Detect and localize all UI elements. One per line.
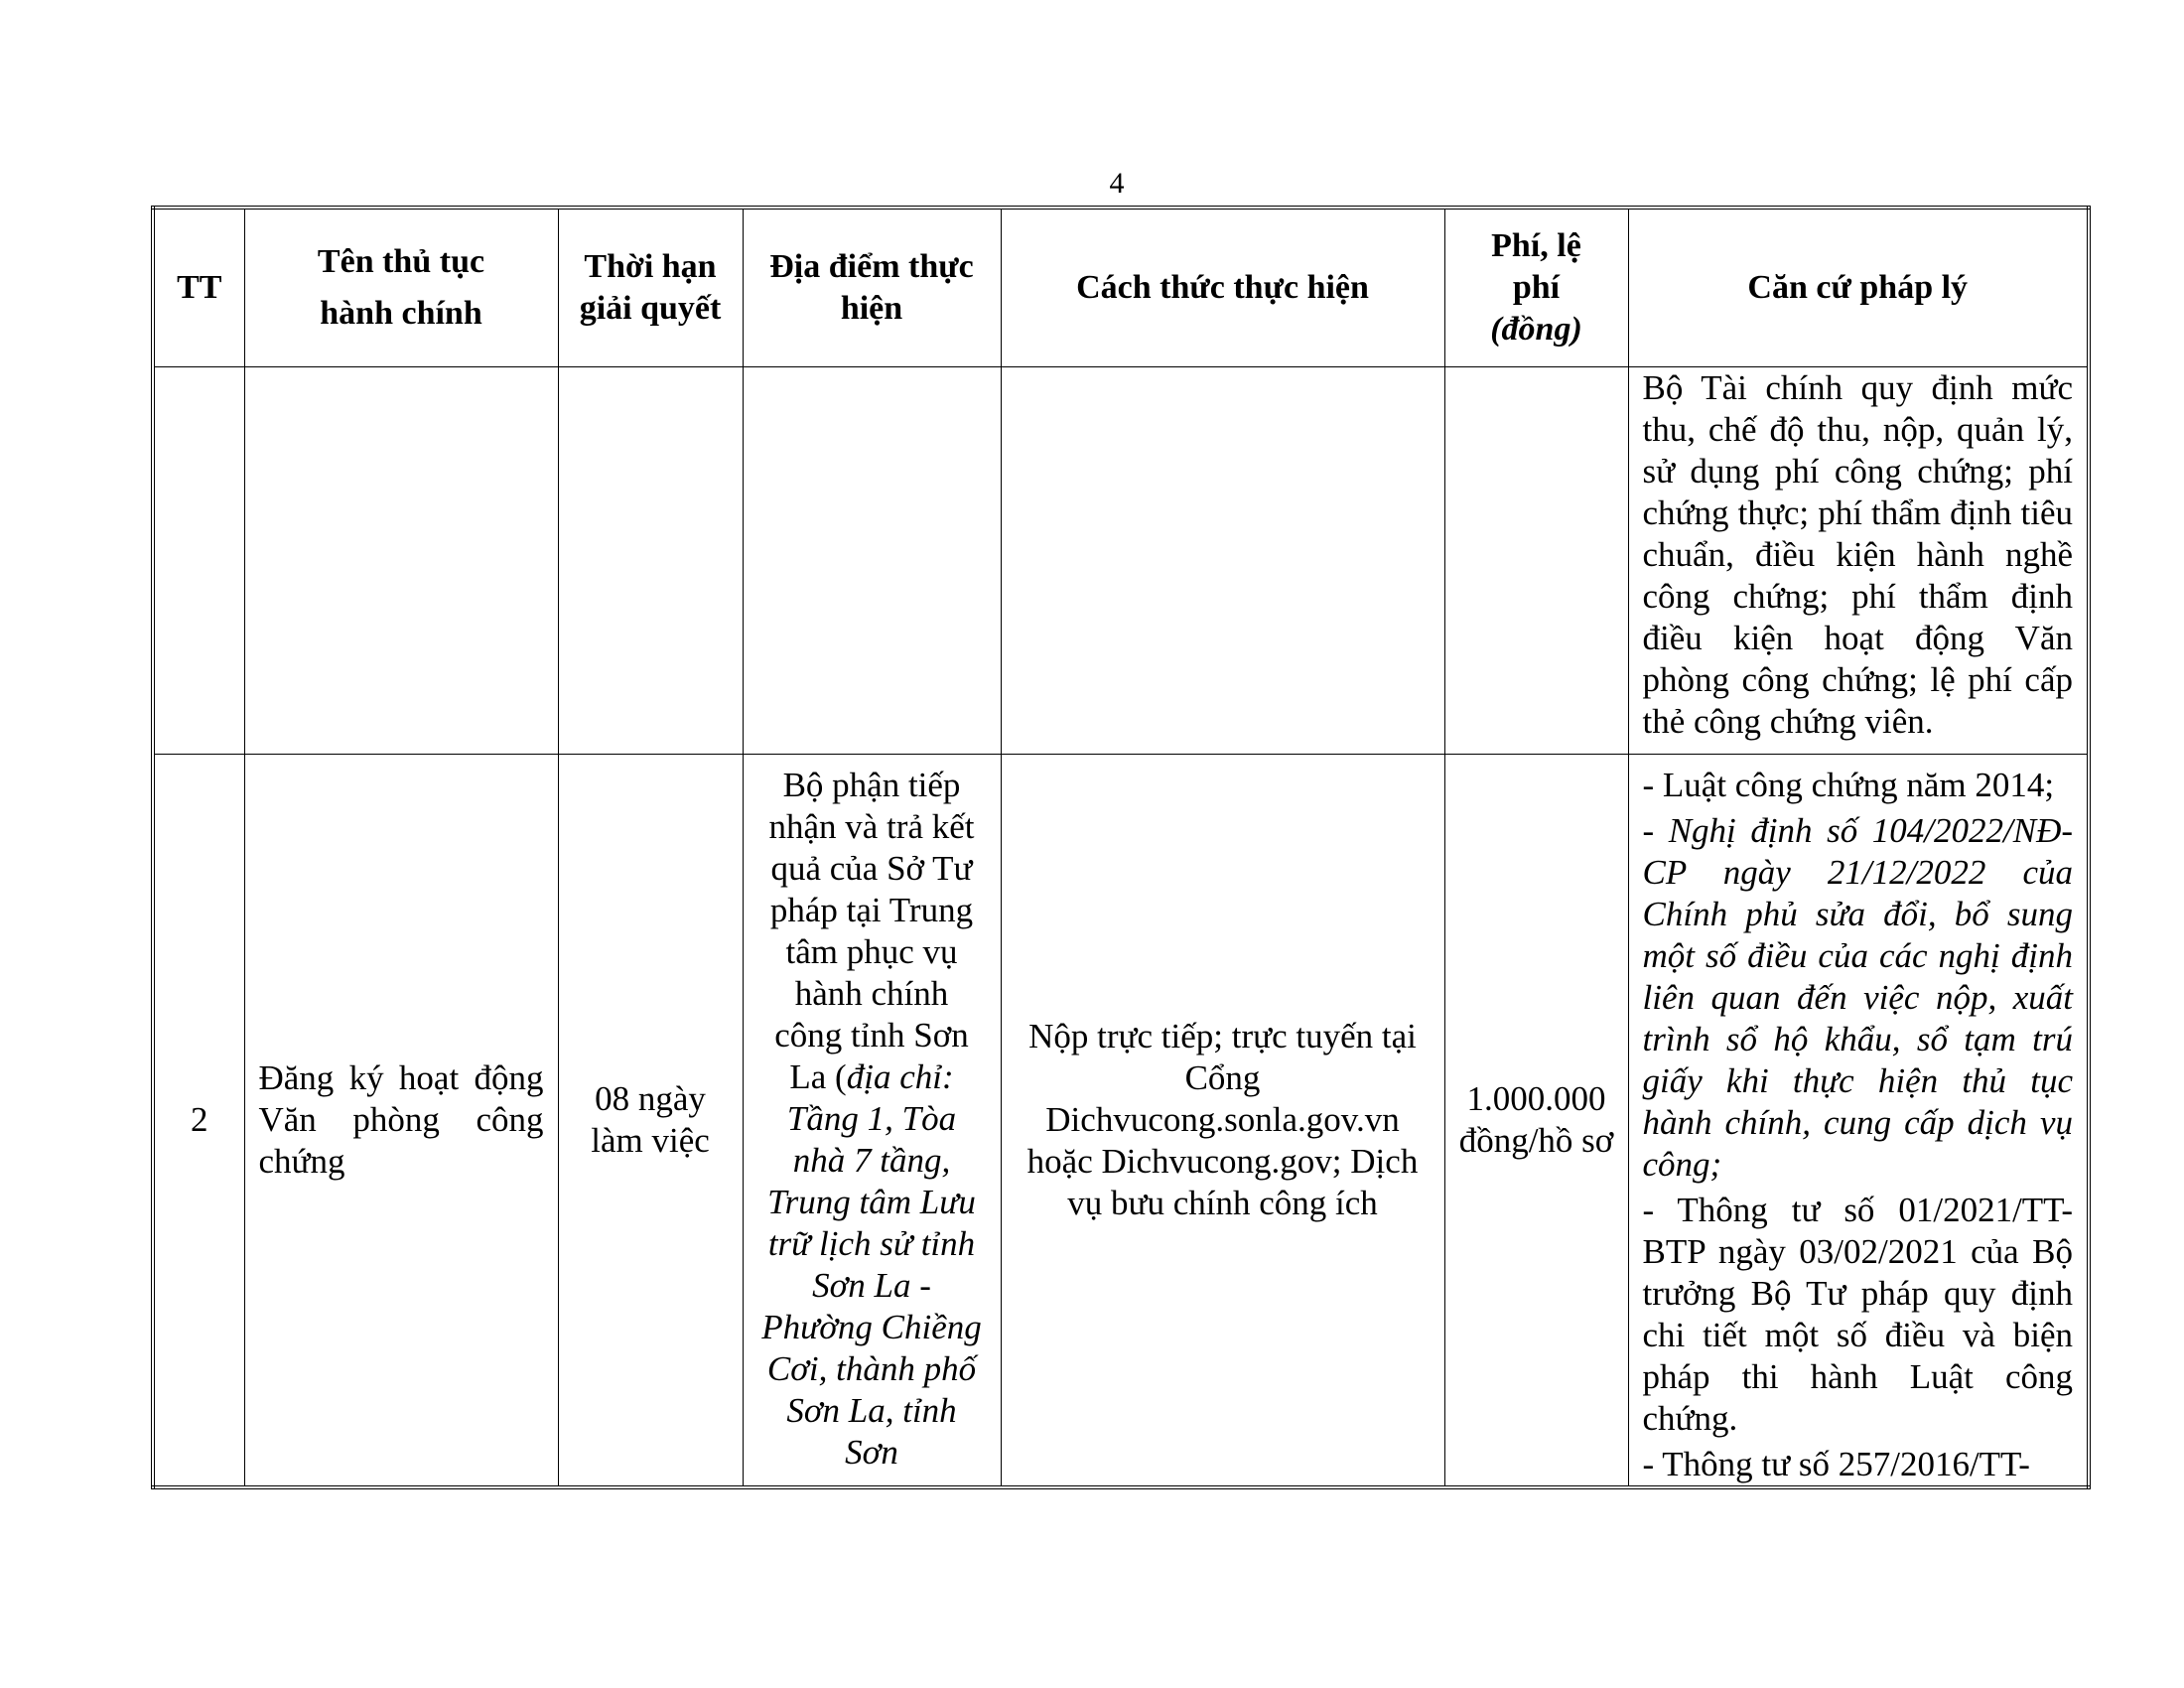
header-legal-basis: Căn cứ pháp lý bbox=[1628, 208, 2089, 366]
header-procedure-name bbox=[244, 208, 558, 366]
cell-location bbox=[743, 754, 1001, 1487]
procedure-table bbox=[151, 206, 2091, 1489]
header-procedure-name-line-1: Tên thủ tục bbox=[317, 242, 485, 280]
cell-method-empty bbox=[1001, 366, 1444, 754]
header-time-limit bbox=[558, 208, 743, 366]
legal-basis-item: - Thông tư số 01/2021/TT-BTP ngày 03/02/2021 của Bộ trưởng Bộ Tư pháp quy định chi tiết một số điều và biện pháp thi hành Luật công chứng. bbox=[1642, 1190, 2073, 1438]
header-fee-line-2: phí bbox=[1512, 268, 1561, 306]
page-number: 4 bbox=[1109, 167, 1125, 200]
header-tt: TT bbox=[153, 208, 244, 366]
header-method: Cách thức thực hiện bbox=[1001, 208, 1444, 366]
cell-legal-basis-continued: Bộ Tài chính quy định mức thu, chế độ thu, nộp, quản lý, sử dụng phí công chứng; phí chứng thực; phí thẩm định tiêu chuẩn, điều kiện hành nghề công chứng; phí thẩm định điều kiện hoạt động Văn phòng công chứng; lệ phí cấp thẻ công chứng viên. bbox=[1628, 366, 2089, 754]
header-fee-unit: (đồng) bbox=[1490, 310, 1582, 348]
cell-legal-basis bbox=[1628, 754, 2089, 1487]
header-location bbox=[743, 208, 1001, 366]
table-row bbox=[153, 754, 2089, 1487]
legal-basis-item: - Nghị định số 104/2022/NĐ-CP ngày 21/12/2022 của Chính phủ sửa đổi, bổ sung một số điều của các nghị định liên quan đến việc nộp, xuất trình sổ hộ khẩu, sổ tạm trú giấy khi thực hiện thủ tục hành chính, cung cấp dịch vụ công; bbox=[1642, 810, 2073, 1184]
header-fee-line-1: Phí, lệ bbox=[1491, 226, 1581, 264]
cell-location-empty bbox=[743, 366, 1001, 754]
cell-tt-empty bbox=[153, 366, 244, 754]
cell-tt: 2 bbox=[153, 754, 244, 1487]
legal-basis-item: - Luật công chứng năm 2014; bbox=[1642, 765, 2055, 804]
location-text: Bộ phận tiếp nhận và trả kết quả của Sở Tư pháp tại Trung tâm phục vụ hành chính công tỉnh Sơn La ( bbox=[768, 765, 975, 1096]
cell-fee: 1.000.000 đồng/hồ sơ bbox=[1444, 754, 1628, 1487]
cell-fee-empty bbox=[1444, 366, 1628, 754]
cell-time-limit: 08 ngày làm việc bbox=[558, 754, 743, 1487]
cell-procedure-name: Đăng ký hoạt động Văn phòng công chứng bbox=[244, 754, 558, 1487]
table-header-row bbox=[153, 208, 2089, 366]
header-location-line-2: hiện bbox=[840, 289, 903, 327]
legal-basis-item: - Thông tư số 257/2016/TT- bbox=[1642, 1444, 2030, 1483]
cell-method: Nộp trực tiếp; trực tuyến tại Cổng Dichvucong.sonla.gov.vn hoặc Dichvucong.gov; Dịch vụ bưu chính công ích bbox=[1001, 754, 1444, 1487]
header-time-limit-line-1: Thời hạn bbox=[584, 247, 717, 285]
header-time-limit-line-2: giải quyết bbox=[579, 289, 722, 327]
cell-time-empty bbox=[558, 366, 743, 754]
location-address-text: địa chỉ: Tầng 1, Tòa nhà 7 tầng, Trung tâm Lưu trữ lịch sử tỉnh Sơn La - Phường Chiềng Cơi, thành phố Sơn La, tỉnh Sơn bbox=[761, 1056, 982, 1472]
header-location-line-1: Địa điểm thực bbox=[769, 247, 974, 285]
table-row-continued bbox=[153, 366, 2089, 754]
header-fee bbox=[1444, 208, 1628, 366]
cell-procedure-empty bbox=[244, 366, 558, 754]
header-procedure-name-line-2: hành chính bbox=[320, 294, 482, 332]
